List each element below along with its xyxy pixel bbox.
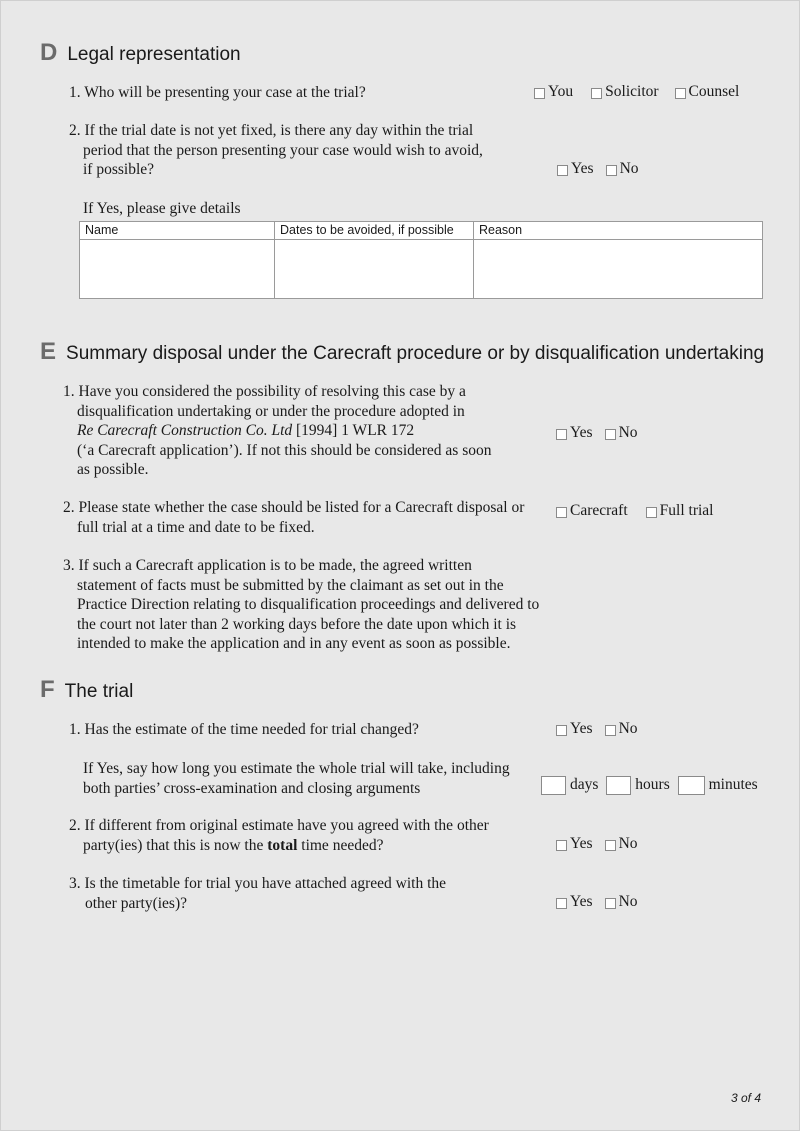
question-f3: 3. Is the timetable for trial you have attached agreed with the other party(ies)? bbox=[69, 875, 447, 912]
question-f2: 2. If different from original estimate have you agreed with the other party(ies) that this is now the total time needed? bbox=[69, 817, 489, 854]
name-cell[interactable] bbox=[80, 240, 275, 299]
question-e1: 1. Have you considered the possibility of resolving this case by a disqualification undertaking or under the procedure adopted in Re Carecraft Construction Co. Ltd [1994] 1 WLR 172 (‘a Carecraft application’). If not this should be considered as soon as possible. bbox=[63, 383, 492, 478]
checkbox[interactable] bbox=[605, 429, 616, 440]
column-header-name: Name bbox=[80, 222, 275, 240]
section-letter: D bbox=[40, 39, 58, 66]
section-e-header bbox=[40, 338, 764, 366]
d1-options bbox=[534, 83, 739, 103]
days-label: days bbox=[570, 776, 599, 794]
checkbox[interactable] bbox=[605, 898, 616, 909]
option-no[interactable]: No bbox=[606, 160, 639, 178]
option-counsel[interactable]: Counsel bbox=[675, 83, 740, 101]
section-f-header bbox=[40, 676, 133, 704]
section-title: The trial bbox=[64, 681, 134, 702]
question-e3: 3. If such a Carecraft application is to be made, the agreed written statement of facts must be submitted by the claimant as set out in the Practice Direction relating to disqualification proceedings and delivered to the court not later than 2 working days before the date upon which it is intended to make the application and in any event as soon as possible. bbox=[63, 557, 540, 652]
option-yes[interactable]: Yes bbox=[556, 835, 593, 853]
question-d1 bbox=[69, 83, 366, 103]
estimate-fields bbox=[541, 776, 758, 795]
checkbox[interactable] bbox=[556, 429, 567, 440]
checkbox[interactable] bbox=[605, 725, 616, 736]
question-e2: 2. Please state whether the case should be listed for a Carecraft disposal or full trial at a time and date to be fixed. bbox=[63, 499, 525, 536]
section-title: Legal representation bbox=[67, 44, 241, 65]
checkbox[interactable] bbox=[556, 725, 567, 736]
e1-options bbox=[556, 424, 638, 444]
checkbox[interactable] bbox=[646, 507, 657, 518]
column-header-dates: Dates to be avoided, if possible bbox=[275, 222, 474, 240]
page-number: 3 of 4 bbox=[730, 1091, 761, 1105]
estimate-prompt: If Yes, say how long you estimate the whole trial will take, including both parties’ cross-examination and closing arguments bbox=[83, 760, 510, 797]
dates-cell[interactable] bbox=[275, 240, 474, 299]
checkbox[interactable] bbox=[534, 88, 545, 99]
hours-input[interactable] bbox=[606, 776, 631, 795]
option-no[interactable]: No bbox=[605, 720, 638, 738]
question-d2: 2. If the trial date is not yet fixed, is there any day within the trial period that the person presenting your case would wish to avoid, if possible? bbox=[69, 122, 483, 178]
option-yes[interactable]: Yes bbox=[556, 720, 593, 738]
f3-options bbox=[556, 893, 638, 913]
option-yes[interactable]: Yes bbox=[556, 893, 593, 911]
option-carecraft[interactable]: Carecraft bbox=[556, 502, 628, 520]
f2-options bbox=[556, 835, 638, 855]
reason-cell[interactable] bbox=[474, 240, 763, 299]
section-letter: E bbox=[40, 338, 57, 365]
section-d-header bbox=[40, 39, 241, 67]
section-title: Summary disposal under the Carecraft procedure or by disqualification undertaking bbox=[66, 343, 765, 364]
option-no[interactable]: No bbox=[605, 835, 638, 853]
days-input[interactable] bbox=[541, 776, 566, 795]
checkbox[interactable] bbox=[556, 898, 567, 909]
option-yes[interactable]: Yes bbox=[556, 424, 593, 442]
option-full-trial[interactable]: Full trial bbox=[646, 502, 714, 520]
question-text: 1. Who will be presenting your case at the trial? bbox=[69, 84, 366, 101]
checkbox[interactable] bbox=[605, 840, 616, 851]
hours-label: hours bbox=[635, 776, 670, 794]
column-header-reason: Reason bbox=[474, 222, 763, 240]
option-you[interactable]: You bbox=[534, 83, 573, 101]
table-row bbox=[80, 240, 763, 299]
checkbox[interactable] bbox=[556, 840, 567, 851]
minutes-label: minutes bbox=[708, 776, 758, 794]
option-solicitor[interactable]: Solicitor bbox=[591, 83, 658, 101]
f1-options bbox=[556, 720, 638, 740]
minutes-input[interactable] bbox=[678, 776, 705, 795]
e2-options bbox=[556, 502, 713, 522]
checkbox[interactable] bbox=[606, 165, 617, 176]
details-label: If Yes, please give details bbox=[83, 200, 241, 217]
checkbox[interactable] bbox=[557, 165, 568, 176]
checkbox[interactable] bbox=[556, 507, 567, 518]
option-no[interactable]: No bbox=[605, 424, 638, 442]
section-letter: F bbox=[40, 676, 55, 703]
question-f1: 1. Has the estimate of the time needed for trial changed? bbox=[69, 721, 419, 738]
avoid-dates-table bbox=[79, 221, 763, 299]
d2-options bbox=[557, 160, 639, 180]
option-no[interactable]: No bbox=[605, 893, 638, 911]
table-header-row bbox=[80, 222, 763, 240]
checkbox[interactable] bbox=[675, 88, 686, 99]
option-yes[interactable]: Yes bbox=[557, 160, 594, 178]
checkbox[interactable] bbox=[591, 88, 602, 99]
